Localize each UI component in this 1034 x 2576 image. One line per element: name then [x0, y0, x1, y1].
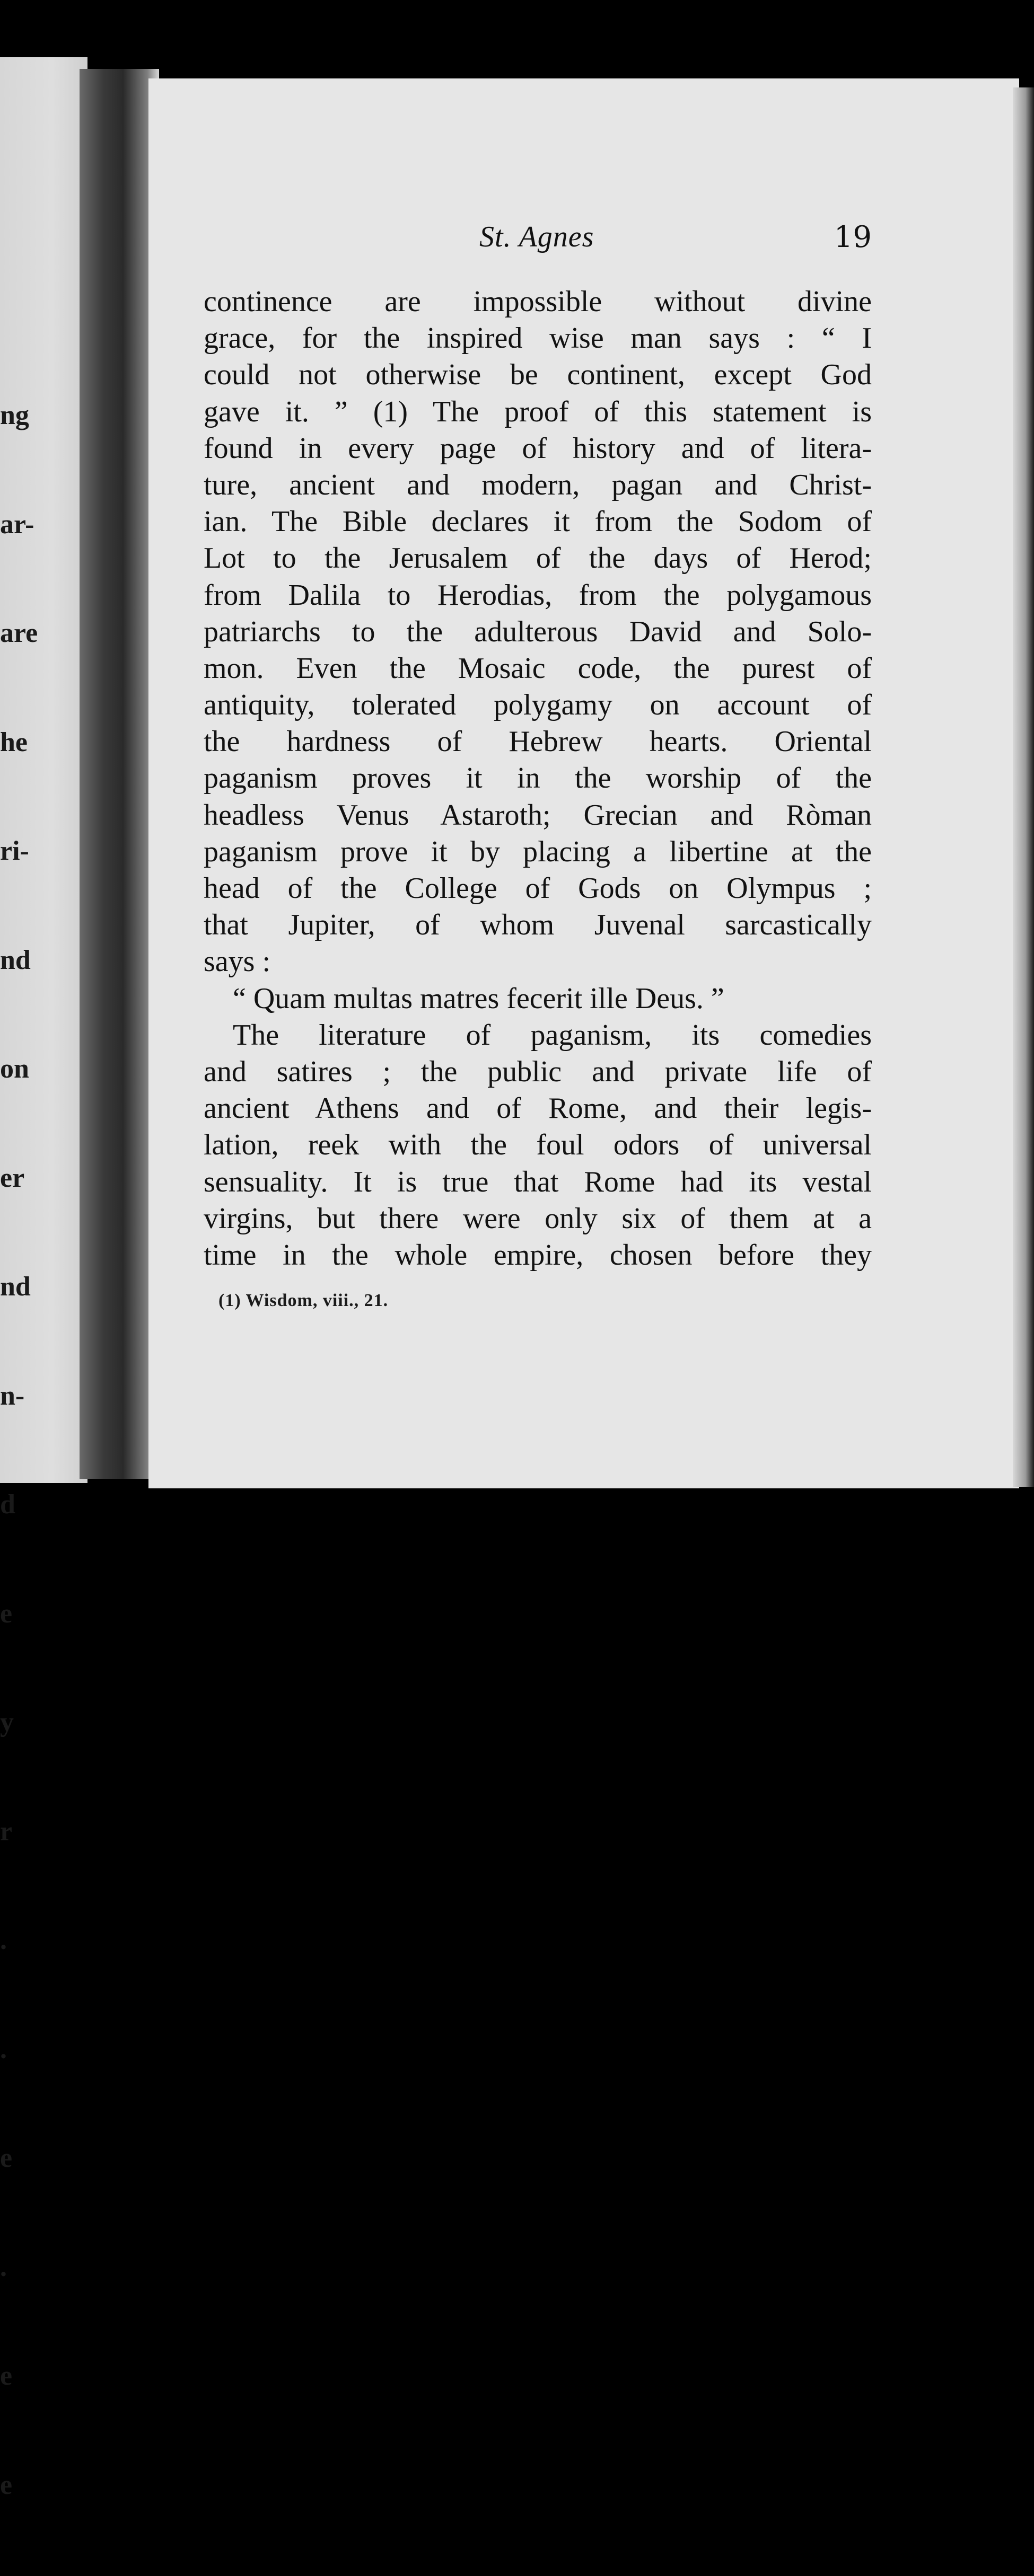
- left-fragment: ri-: [0, 836, 29, 866]
- left-fragment: e: [0, 2469, 13, 2500]
- text-line: head of the College of Gods on Olympus ;: [204, 872, 872, 905]
- text-line: grace, for the inspired wise man says : “ I: [204, 322, 872, 355]
- text-line: antiquity, tolerated polygamy on account of: [204, 689, 872, 722]
- left-fragment: e: [0, 2361, 13, 2391]
- text-line: found in every page of history and of litera-: [204, 431, 872, 465]
- text-line: time in the whole empire, chosen before they: [204, 1238, 872, 1272]
- left-fragment: .: [0, 1925, 7, 1955]
- running-head: St. Agnes: [479, 220, 594, 253]
- left-fragment: y: [0, 1707, 14, 1737]
- left-page-text-fragments: [0, 325, 85, 2576]
- text-line: that Jupiter, of whom Juvenal sarcastically: [204, 908, 872, 942]
- left-fragment: r: [0, 1816, 13, 1847]
- page-number: 19: [834, 220, 872, 254]
- text-line: from Dalila to Herodias, from the polygamous: [204, 578, 872, 612]
- text-line: ture, ancient and modern, pagan and Christ-: [204, 468, 872, 501]
- left-fragment: ar-: [0, 509, 34, 540]
- left-facing-page: [0, 57, 87, 2500]
- text-line: the hardness of Hebrew hearts. Oriental: [204, 725, 872, 758]
- binding-gutter: [80, 69, 159, 1479]
- left-fragment: er: [0, 1162, 25, 1193]
- text-line: lation, reek with the foul odors of universal: [204, 1128, 872, 1162]
- text-line: The literature of paganism, its comedies: [233, 1018, 872, 1052]
- left-fragment: on: [0, 1054, 29, 1084]
- left-fragment: e: [0, 1598, 13, 1629]
- text-line: says :: [204, 945, 270, 978]
- text-line: headless Venus Astaroth; Grecian and Ròman: [204, 798, 872, 832]
- left-fragment: e: [0, 2143, 13, 2173]
- text-line: gave it. ” (1) The proof of this statement is: [204, 395, 872, 428]
- latin-quote: “ Quam multas matres fecerit ille Deus. ”: [233, 982, 724, 1015]
- left-fragment: nd: [0, 1272, 31, 1302]
- text-line: paganism proves it in the worship of the: [204, 762, 872, 795]
- text-line: paganism prove it by placing a libertine at the: [204, 835, 872, 868]
- text-line: ancient Athens and of Rome, and their legis-: [204, 1092, 872, 1125]
- page-edge-shadow: [1013, 87, 1034, 1487]
- text-line: patriarchs to the adulterous David and Solo-: [204, 615, 872, 648]
- text-line: virgins, but there were only six of them at a: [204, 1202, 872, 1235]
- left-fragment: he: [0, 727, 28, 757]
- left-fragment: .: [0, 2034, 7, 2065]
- text-line: Lot to the Jerusalem of the days of Herod;: [204, 542, 872, 575]
- left-fragment: .: [0, 2252, 7, 2282]
- footnote: (1) Wisdom, viii., 21.: [218, 1291, 389, 1310]
- body-text: [204, 284, 872, 1274]
- left-fragment: n-: [0, 1380, 25, 1411]
- text-line: ian. The Bible declares it from the Sodom of: [204, 505, 872, 539]
- left-fragment: ng: [0, 400, 29, 430]
- left-fragment: d: [0, 1489, 15, 1520]
- text-line: could not otherwise be continent, except God: [204, 358, 872, 392]
- text-line: and satires ; the public and private life of: [204, 1055, 872, 1088]
- text-line: sensuality. It is true that Rome had its vestal: [204, 1165, 872, 1198]
- page-header: [204, 220, 872, 262]
- left-fragment: nd: [0, 945, 31, 975]
- text-line: mon. Even the Mosaic code, the purest of: [204, 651, 872, 685]
- text-line: continence are impossible without divine: [204, 285, 872, 318]
- left-fragment: are: [0, 618, 38, 648]
